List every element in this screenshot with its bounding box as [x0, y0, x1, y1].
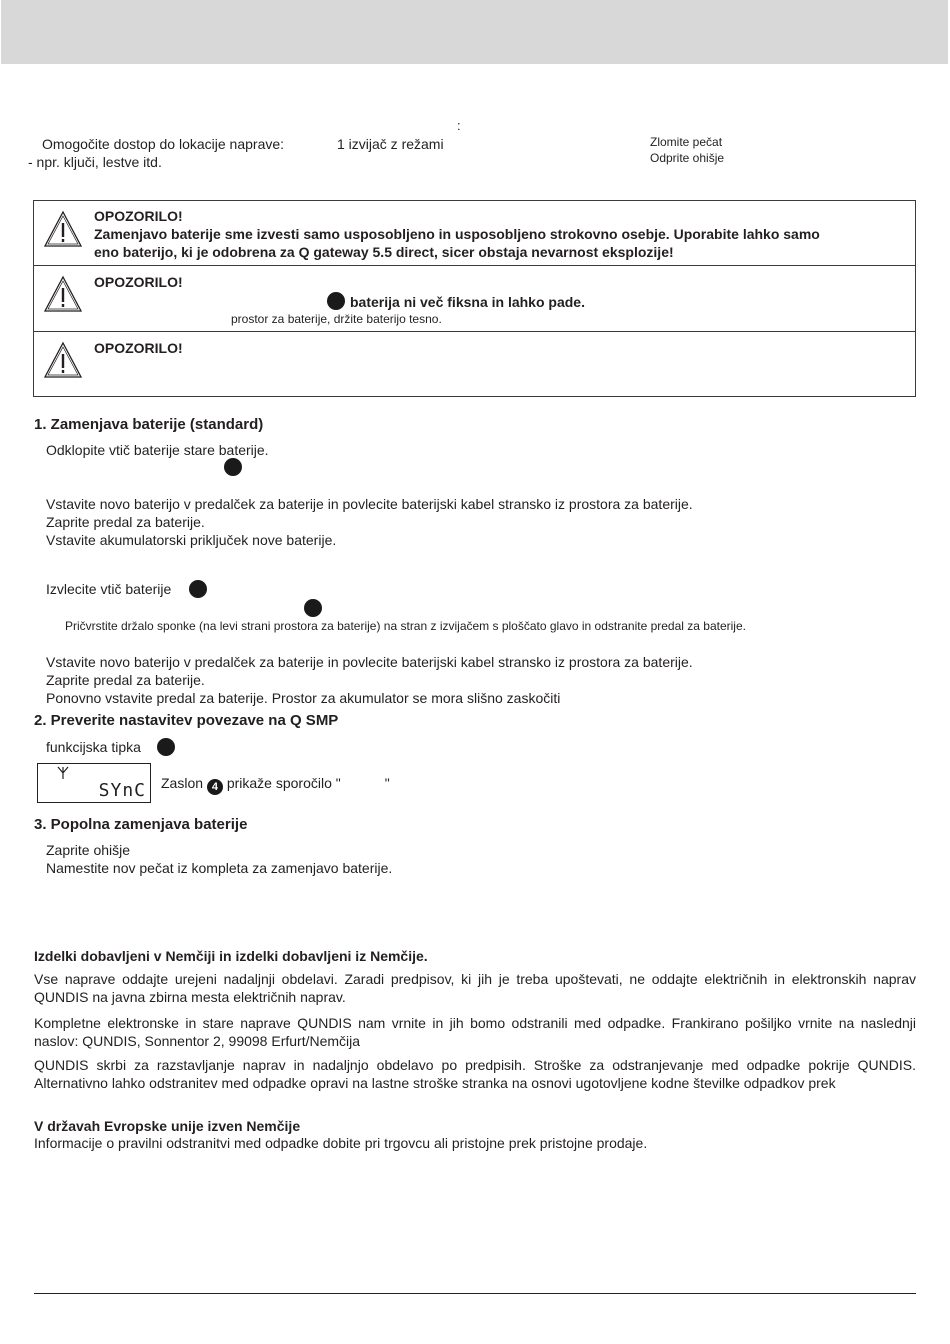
warning-box — [33, 265, 916, 332]
callout-marker-icon — [327, 292, 345, 312]
instruction-step: Vstavite novo baterijo v predalček za baterije in povlecite baterijski kabel stransko iz prostora za baterije. — [46, 496, 693, 512]
display-description — [161, 774, 390, 795]
section-heading: 3. Popolna zamenjava baterije — [34, 816, 248, 833]
disposal-paragraph: Vse naprave oddajte urejeni nadaljnji obdelavi. Zaradi predpisov, ki jih je treba upoštevati, ne oddajte električnih in elektronskih naprav QUNDIS na javna zbirna mesta električnih naprav. — [34, 971, 916, 1005]
disposal-paragraph: QUNDIS skrbi za razstavljanje naprav in nadaljnjo obdelavo po predpisih. Stroške za odstranjevanje med odpadke pokrije QUNDIS. Alternativno lahko odstranitev med odpadke opravi na lastne stroške stranka na osnovi ugotovljene kodne številke odpadkov prek — [34, 1057, 916, 1091]
warning-title: OPOZORILO! — [94, 208, 183, 224]
section-heading: 2. Preverite nastavitev povezave na Q SMP — [34, 712, 339, 729]
instruction-step: Ponovno vstavite predal za baterije. Prostor za akumulator se mora slišno zaskočiti — [46, 690, 561, 706]
warning-triangle-icon — [43, 275, 83, 313]
section-heading: 1. Zamenjava baterije (standard) — [34, 416, 264, 433]
display-text: prikaže sporočilo " — [226, 775, 341, 791]
display-text: " — [384, 775, 390, 791]
warning-box — [33, 331, 916, 397]
callout-number-icon: 4 — [207, 779, 223, 795]
instruction-step: Odklopite vtič baterije stare baterije. — [46, 442, 269, 458]
eu-heading: V državah Evropske unije izven Nemčije — [34, 1118, 301, 1134]
instruction-note: Pričvrstite držalo sponke (na levi strani prostora za baterije) na stran z izvijačem s ploščato glavo in odstranite predal za baterije. — [65, 619, 746, 633]
open-housing-step: Odprite ohišje — [650, 151, 725, 165]
header-band — [1, 0, 948, 64]
access-examples: - npr. ključi, lestve itd. — [28, 154, 162, 170]
warning-triangle-icon — [43, 210, 83, 248]
instruction-step: Vstavite akumulatorski priključek nove baterije. — [46, 532, 337, 548]
footer-divider — [34, 1293, 916, 1294]
disposal-heading: Izdelki dobavljeni v Nemčiji in izdelki dobavljeni iz Nemčije. — [34, 948, 428, 964]
access-requirement: Omogočite dostop do lokacije naprave: — [42, 136, 285, 152]
instruction-step: Zaprite predal za baterije. — [46, 672, 205, 688]
tool-requirement: 1 izvijač z režami — [337, 136, 444, 152]
lcd-message: SYnC — [98, 780, 146, 801]
instruction-step: funkcijska tipka — [46, 739, 141, 755]
break-seal-step: Zlomite pečat — [650, 135, 723, 149]
antenna-icon — [56, 766, 70, 780]
callout-marker-icon — [189, 580, 207, 600]
warning-text: prostor za baterije, držite baterijo tesno. — [231, 312, 442, 326]
warning-text: baterija ni več fiksna in lahko pade. — [350, 294, 585, 310]
disposal-paragraph: Kompletne elektronske in stare naprave QUNDIS nam vrnite in jih bomo odstranili med odpadke. Frankirano pošiljko vrnite na naslednji naslov: QUNDIS, Sonnentor 2, 99098 Erfurt/Nemčija — [34, 1015, 916, 1049]
callout-marker-icon — [304, 599, 322, 619]
warning-box — [33, 200, 916, 266]
warning-text: eno baterijo, ki je odobrena za Q gateway 5.5 direct, sicer obstaja nevarnost eksplozije! — [94, 244, 674, 260]
colon-mark: : — [457, 118, 461, 133]
lcd-display — [37, 763, 151, 803]
callout-marker-icon — [157, 738, 175, 758]
instruction-step: Zaprite ohišje — [46, 842, 131, 858]
warning-title: OPOZORILO! — [94, 274, 183, 290]
warning-title: OPOZORILO! — [94, 340, 183, 356]
warning-text: Zamenjavo baterije sme izvesti samo usposobljeno in usposobljeno strokovno osebje. Uporabite lahko samo — [94, 226, 820, 242]
eu-text: Informacije o pravilni odstranitvi med odpadke dobite pri trgovcu ali pristojne prek pristojne prodaje. — [34, 1135, 648, 1151]
warning-triangle-icon — [43, 341, 83, 379]
callout-marker-icon — [224, 458, 242, 478]
instruction-step: Vstavite novo baterijo v predalček za baterije in povlecite baterijski kabel stransko iz prostora za baterije. — [46, 654, 693, 670]
instruction-step: Zaprite predal za baterije. — [46, 514, 205, 530]
display-text: Zaslon — [161, 775, 204, 791]
instruction-step: Namestite nov pečat iz kompleta za zamenjavo baterije. — [46, 860, 393, 876]
instruction-step: Izvlecite vtič baterije — [46, 581, 172, 597]
